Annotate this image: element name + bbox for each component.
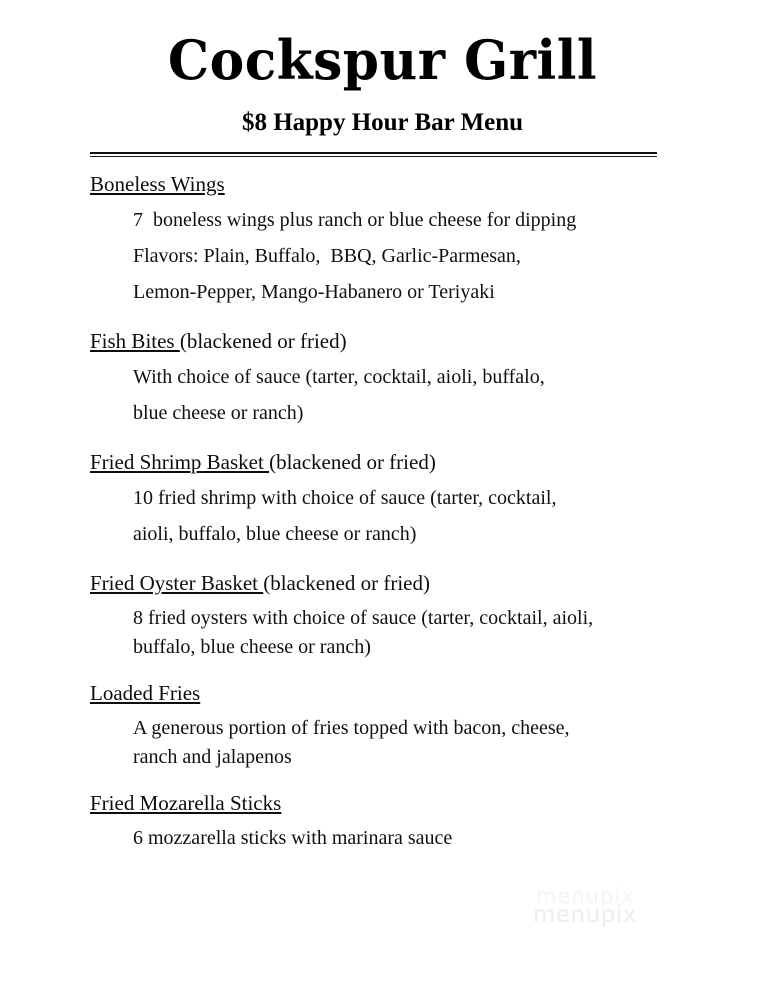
menu-item-heading [90,328,690,355]
watermark-text: menupix [533,902,637,928]
menu-item-qualifier: (blackened or fried) [263,571,430,595]
menu-item-description [133,202,690,310]
menu-item-description [133,714,690,772]
menu-item-description-line: 10 fried shrimp with choice of sauce (tarter, cocktail, [133,487,557,509]
menu-section [90,570,690,662]
menu-item-description-line: Flavors: Plain, Buffalo, BBQ, Garlic-Parmesan, [133,245,521,267]
menu-item-description [133,604,690,662]
menu-section [90,790,690,853]
menu-item-description-line: With choice of sauce (tarter, cocktail, aioli, buffalo, [133,366,545,388]
menu-item-heading [90,790,690,817]
menu-item-qualifier: (blackened or fried) [269,450,436,474]
menu-item-description-line: ranch and jalapenos [133,746,292,768]
divider-line-thick [90,152,657,154]
menu-item-heading [90,171,690,198]
menu-item-description-line: A generous portion of fries topped with bacon, cheese, [133,717,570,739]
menu-item-description [133,480,690,552]
divider-line-thin [90,156,657,157]
menu-item-description-line: Lemon-Pepper, Mango-Habanero or Teriyaki [133,281,495,303]
watermark-ghost-text: menupix [536,884,635,908]
menu-section [90,449,690,552]
menu-item-qualifier: (blackened or fried) [179,329,347,353]
restaurant-title: Cockspur Grill [167,28,598,92]
menu-item-description-line: aioli, buffalo, blue cheese or ranch) [133,523,417,545]
menu-item-description-line: 7 boneless wings plus ranch or blue cheese for dipping [133,209,577,231]
menupix-watermark [533,884,673,928]
menu-item-name: Fish Bites [90,329,180,353]
menu-item-heading [90,680,690,707]
menu-sections-list [90,171,690,853]
menu-item-description-line: blue cheese or ranch) [133,402,304,424]
menu-section [90,171,690,310]
menu-subtitle: $8 Happy Hour Bar Menu [241,109,524,136]
menu-section [90,328,690,431]
menu-item-name: Fried Shrimp Basket [90,450,270,474]
menu-item-heading [90,570,690,597]
header-divider [90,152,657,157]
menu-item-description [133,824,690,853]
menu-item-name: Loaded Fries [90,681,201,705]
menu-item-name: Boneless Wings [90,172,225,196]
menu-item-description-line: 8 fried oysters with choice of sauce (tarter, cocktail, aioli, [133,607,594,629]
menu-item-description-line: buffalo, blue cheese or ranch) [133,636,371,658]
menu-item-heading [90,449,690,476]
menu-item-name: Fried Mozarella Sticks [90,791,282,815]
menu-item-description-line: 6 mozzarella sticks with marinara sauce [133,827,453,849]
menu-section [90,680,690,772]
menu-item-description [133,359,690,431]
menu-item-name: Fried Oyster Basket [90,571,264,595]
